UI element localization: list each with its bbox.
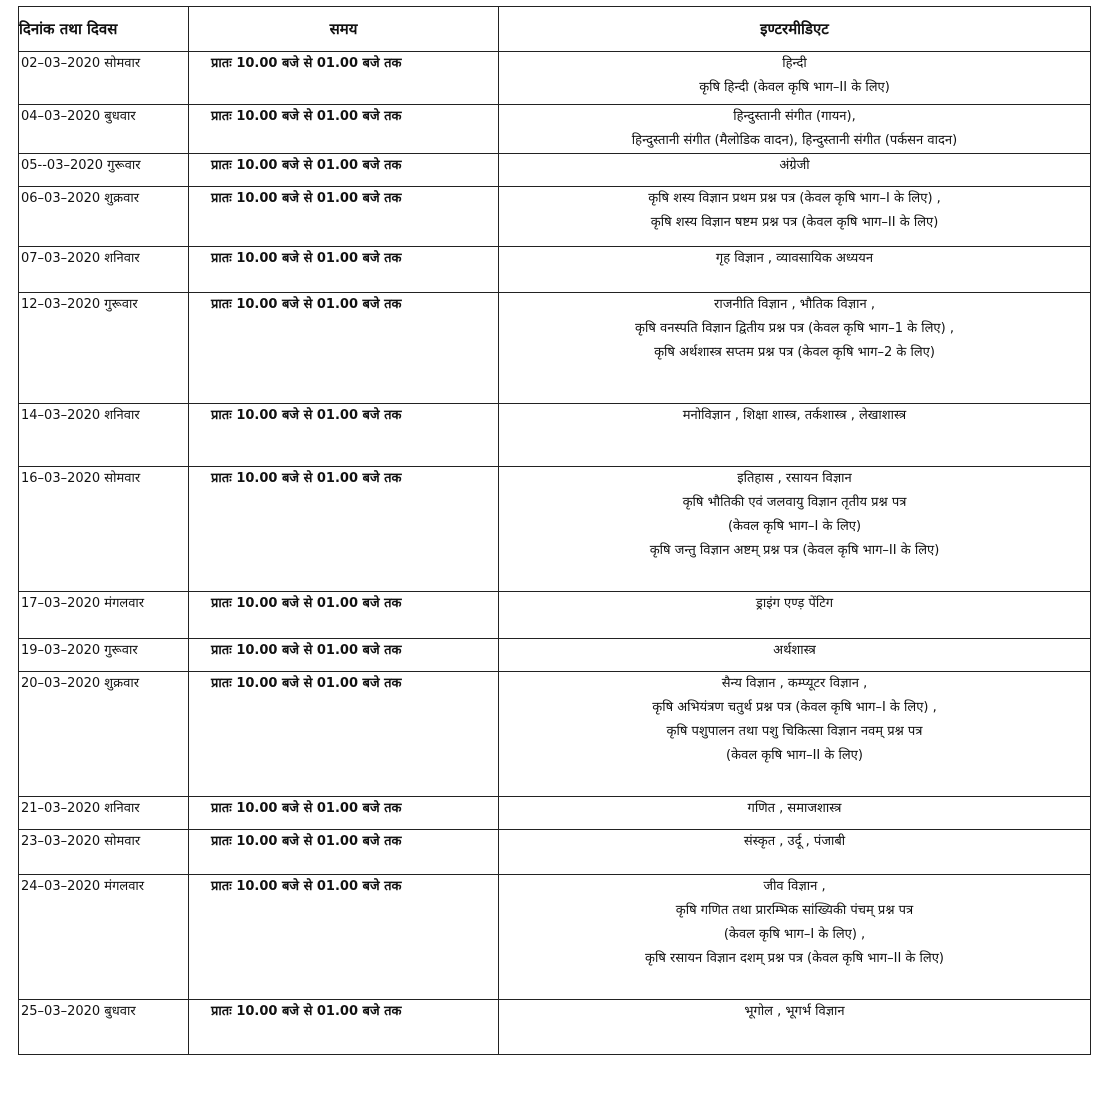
subject-line: कृषि भौतिकी एवं जलवायु विज्ञान तृतीय प्रश्न पत्र bbox=[682, 495, 907, 510]
time-cell: प्रातः 10.00 बजे से 01.00 बजे तक bbox=[189, 875, 499, 1000]
subjects-cell bbox=[499, 797, 1091, 830]
time-cell: प्रातः 10.00 बजे से 01.00 बजे तक bbox=[189, 830, 499, 875]
date-cell: 21–03–2020 शनिवार bbox=[19, 797, 189, 830]
subject-line: (केवल कृषि भाग–I के लिए) bbox=[727, 519, 862, 534]
date-cell: 20–03–2020 शुक्रवार bbox=[19, 672, 189, 797]
time-cell: प्रातः 10.00 बजे से 01.00 बजे तक bbox=[189, 105, 499, 154]
subject-line: मनोविज्ञान , शिक्षा शास्त्र, तर्कशास्त्र , लेखाशास्त्र bbox=[682, 408, 907, 423]
subject-line: हिन्दी bbox=[782, 56, 807, 71]
time-cell: प्रातः 10.00 बजे से 01.00 बजे तक bbox=[189, 797, 499, 830]
time-cell: प्रातः 10.00 बजे से 01.00 बजे तक bbox=[189, 154, 499, 187]
time-cell: प्रातः 10.00 बजे से 01.00 बजे तक bbox=[189, 293, 499, 404]
subject-line: हिन्दुस्तानी संगीत (गायन), bbox=[733, 109, 856, 124]
table-row bbox=[19, 672, 1091, 797]
table-row bbox=[19, 592, 1091, 639]
table-row bbox=[19, 187, 1091, 247]
time-cell: प्रातः 10.00 बजे से 01.00 बजे तक bbox=[189, 672, 499, 797]
table-row bbox=[19, 639, 1091, 672]
table-row bbox=[19, 875, 1091, 1000]
date-cell: 05--03–2020 गुरूवार bbox=[19, 154, 189, 187]
time-cell: प्रातः 10.00 बजे से 01.00 बजे तक bbox=[189, 467, 499, 592]
subject-line: कृषि जन्तु विज्ञान अष्टम् प्रश्न पत्र (केवल कृषि भाग–II के लिए) bbox=[649, 543, 940, 558]
subject-line: गृह विज्ञान , व्यावसायिक अध्ययन bbox=[715, 251, 874, 266]
subjects-cell bbox=[499, 467, 1091, 592]
date-cell: 02–03–2020 सोमवार bbox=[19, 52, 189, 105]
subjects-cell bbox=[499, 1000, 1091, 1055]
date-cell: 16–03–2020 सोमवार bbox=[19, 467, 189, 592]
time-cell: प्रातः 10.00 बजे से 01.00 बजे तक bbox=[189, 639, 499, 672]
table-row bbox=[19, 154, 1091, 187]
header-row bbox=[19, 7, 1091, 52]
subject-line: (केवल कृषि भाग–I के लिए) , bbox=[723, 927, 866, 942]
subject-line: कृषि अभियंत्रण चतुर्थ प्रश्न पत्र (केवल कृषि भाग–I के लिए) , bbox=[652, 700, 937, 715]
time-cell: प्रातः 10.00 बजे से 01.00 बजे तक bbox=[189, 187, 499, 247]
time-cell: प्रातः 10.00 बजे से 01.00 बजे तक bbox=[189, 404, 499, 467]
subject-line: कृषि शस्य विज्ञान प्रथम प्रश्न पत्र (केवल कृषि भाग–I के लिए) , bbox=[648, 191, 941, 206]
subject-line: कृषि अर्थशास्त्र सप्तम प्रश्न पत्र (केवल कृषि भाग–2 के लिए) bbox=[654, 345, 935, 360]
subject-line: कृषि शस्य विज्ञान षष्टम प्रश्न पत्र (केवल कृषि भाग–II के लिए) bbox=[650, 215, 939, 230]
subject-line: अर्थशास्त्र bbox=[773, 643, 816, 658]
subjects-cell bbox=[499, 247, 1091, 293]
date-cell: 23–03–2020 सोमवार bbox=[19, 830, 189, 875]
header-date: दिनांक तथा दिवस bbox=[19, 7, 189, 52]
date-cell: 25–03–2020 बुधवार bbox=[19, 1000, 189, 1055]
subjects-cell bbox=[499, 293, 1091, 404]
date-cell: 14–03–2020 शनिवार bbox=[19, 404, 189, 467]
date-cell: 24–03–2020 मंगलवार bbox=[19, 875, 189, 1000]
time-cell: प्रातः 10.00 बजे से 01.00 बजे तक bbox=[189, 247, 499, 293]
subjects-cell bbox=[499, 105, 1091, 154]
subject-line: कृषि रसायन विज्ञान दशम् प्रश्न पत्र (केवल कृषि भाग–II के लिए) bbox=[645, 951, 944, 966]
subjects-cell bbox=[499, 404, 1091, 467]
subjects-cell bbox=[499, 875, 1091, 1000]
date-cell: 07–03–2020 शनिवार bbox=[19, 247, 189, 293]
subjects-cell bbox=[499, 52, 1091, 105]
table-row bbox=[19, 797, 1091, 830]
table-row bbox=[19, 1000, 1091, 1055]
date-cell: 06–03–2020 शुक्रवार bbox=[19, 187, 189, 247]
table-row bbox=[19, 52, 1091, 105]
time-cell: प्रातः 10.00 बजे से 01.00 बजे तक bbox=[189, 1000, 499, 1055]
time-cell: प्रातः 10.00 बजे से 01.00 बजे तक bbox=[189, 52, 499, 105]
table-row bbox=[19, 830, 1091, 875]
subjects-cell bbox=[499, 672, 1091, 797]
schedule-rows bbox=[19, 52, 1091, 1055]
exam-schedule-table bbox=[18, 6, 1091, 1055]
subject-line: जीव विज्ञान , bbox=[763, 879, 826, 894]
subject-line: भूगोल , भूगर्भ विज्ञान bbox=[744, 1004, 845, 1019]
subject-line: कृषि पशुपालन तथा पशु चिकित्सा विज्ञान नवम् प्रश्न पत्र bbox=[666, 724, 923, 739]
subject-line: हिन्दुस्तानी संगीत (मैलोडिक वादन), हिन्दुस्तानी संगीत (पर्कसन वादन) bbox=[631, 133, 958, 148]
table-row bbox=[19, 247, 1091, 293]
date-cell: 19–03–2020 गुरूवार bbox=[19, 639, 189, 672]
subject-line: अंग्रेजी bbox=[779, 158, 810, 173]
subject-line: (केवल कृषि भाग–II के लिए) bbox=[726, 748, 863, 763]
subjects-cell bbox=[499, 639, 1091, 672]
time-cell: प्रातः 10.00 बजे से 01.00 बजे तक bbox=[189, 592, 499, 639]
table-row bbox=[19, 467, 1091, 592]
table-row bbox=[19, 105, 1091, 154]
subjects-cell bbox=[499, 154, 1091, 187]
table-row bbox=[19, 293, 1091, 404]
subject-line: ड्राइंग एण्ड़ पेंटिग bbox=[755, 596, 834, 611]
header-time: समय bbox=[189, 7, 499, 52]
subject-line: राजनीति विज्ञान , भौतिक विज्ञान , bbox=[714, 297, 875, 312]
subject-line: इतिहास , रसायन विज्ञान bbox=[737, 471, 852, 486]
subjects-cell bbox=[499, 592, 1091, 639]
subjects-cell bbox=[499, 830, 1091, 875]
date-cell: 04–03–2020 बुधवार bbox=[19, 105, 189, 154]
subject-line: संस्कृत , उर्दू , पंजाबी bbox=[743, 834, 846, 849]
subject-line: कृषि हिन्दी (केवल कृषि भाग–II के लिए) bbox=[699, 80, 890, 95]
table-row bbox=[19, 404, 1091, 467]
date-cell: 12–03–2020 गुरूवार bbox=[19, 293, 189, 404]
subjects-cell bbox=[499, 187, 1091, 247]
subject-line: गणित , समाजशास्त्र bbox=[747, 801, 842, 816]
date-cell: 17–03–2020 मंगलवार bbox=[19, 592, 189, 639]
header-class: इण्टरमीडिएट bbox=[499, 7, 1091, 52]
subject-line: कृषि वनस्पति विज्ञान द्वितीय प्रश्न पत्र (केवल कृषि भाग–1 के लिए) , bbox=[635, 321, 954, 336]
subject-line: सैन्य विज्ञान , कम्प्यूटर विज्ञान , bbox=[721, 676, 868, 691]
subject-line: कृषि गणित तथा प्रारम्भिक सांख्यिकी पंचम् प्रश्न पत्र bbox=[675, 903, 914, 918]
